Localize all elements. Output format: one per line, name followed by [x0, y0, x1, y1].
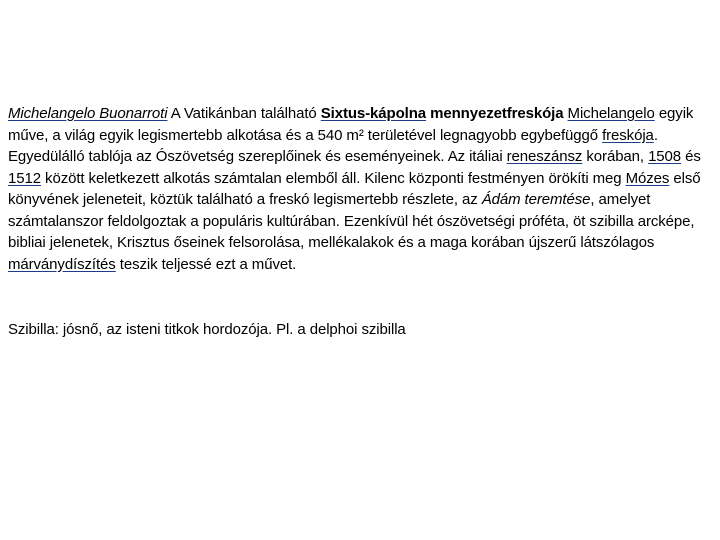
text-segment: és	[681, 148, 701, 165]
fresco-link[interactable]: freskója	[602, 126, 654, 144]
text-segment: A Vatikánban található	[167, 105, 321, 122]
renaissance-link[interactable]: reneszánsz	[506, 148, 583, 165]
year-1512-link[interactable]: 1512	[8, 169, 41, 187]
text-segment: egyik műve, a világ egyik legismertebb alkotása és a 540 m² területével legnagyobb egybefüggő	[8, 105, 694, 144]
text-segment: . Egyedülálló tablója az Ószövetség szereplőinek és eseményeinek. Az itáliai	[8, 126, 658, 165]
text-segment: első könyvének jeleneteit, köztük található a freskó legismertebb részlete, az	[8, 169, 701, 208]
michelangelo-link[interactable]: Michelangelo	[567, 105, 655, 122]
text-segment: korában,	[582, 148, 649, 165]
year-1508-link[interactable]: 1508	[648, 148, 682, 165]
sixtus-chapel-link[interactable]: Sixtus-kápolna	[320, 105, 427, 122]
creation-of-adam-title: Ádám teremtése	[481, 191, 591, 208]
sibyl-note: Szibilla: jósnő, az isteni titkok hordozója. Pl. a delphoi szibilla	[8, 321, 406, 338]
text-segment: között keletkezett alkotás számtalan elemből áll. Kilenc központi festményen örökíti meg	[40, 169, 626, 187]
moses-link[interactable]: Mózes	[625, 169, 670, 187]
author-link[interactable]: Michelangelo Buonarroti	[8, 105, 168, 122]
main-paragraph	[8, 103, 712, 275]
text-segment: teszik teljessé ezt a művet.	[115, 255, 297, 273]
text-segment: mennyezetfreskója	[426, 105, 568, 122]
text-segment: , amelyet számtalanszor feldolgoztak a populáris kultúrában. Ezenkívül hét ószövetségi próféta, öt szibilla arcképe, bibliai jelenetek, Krisztus őseinek felsorolása, mellékalakok és a maga korában újszerű látszólagos	[8, 191, 695, 251]
marble-decoration-link[interactable]: márványdíszítés	[8, 255, 116, 273]
